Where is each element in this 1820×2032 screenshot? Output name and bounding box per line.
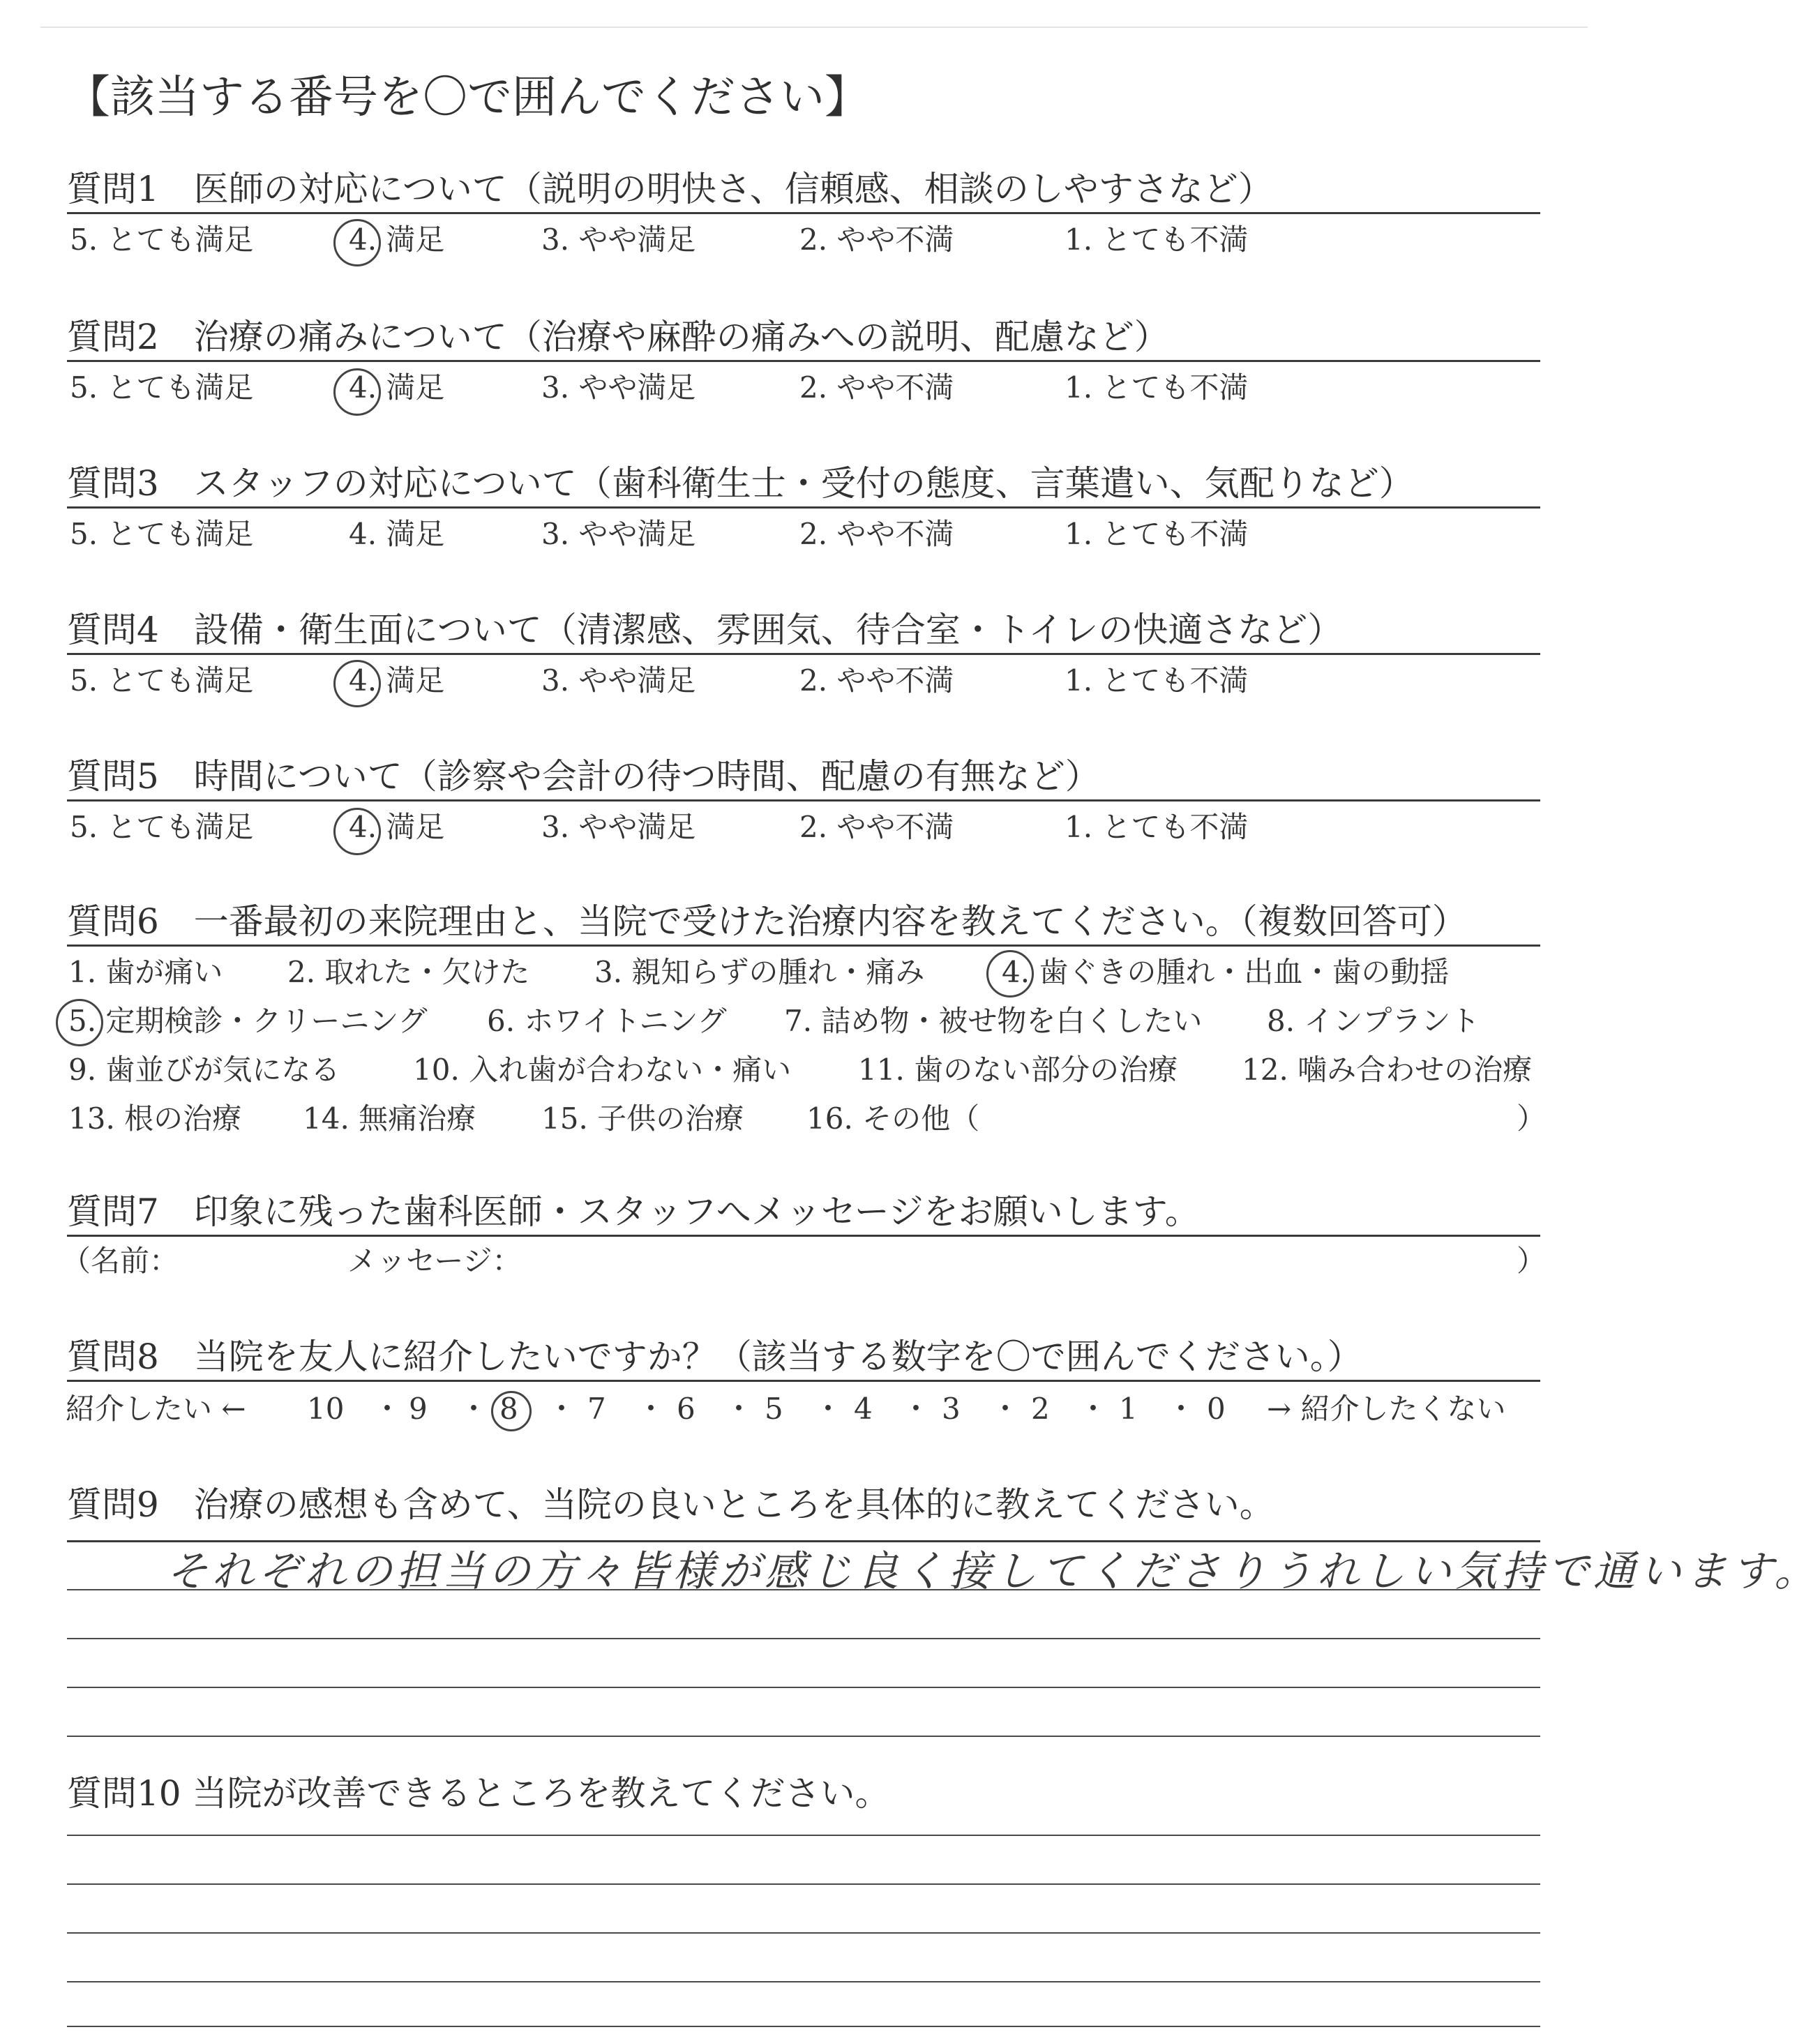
q6-option-16[interactable]: 16. その他（ xyxy=(806,1101,980,1136)
q6-option-13[interactable]: 13. 根の治療 xyxy=(68,1101,242,1136)
question-8-title: 質問8 当院を友人に紹介したいですか？（該当する数字を〇で囲んでください。） xyxy=(67,1337,1362,1377)
q8-scale-0[interactable]: 0 xyxy=(1207,1392,1226,1426)
q2-selected-circle xyxy=(333,368,381,416)
question-4-rule xyxy=(67,653,1540,655)
q6-option-10[interactable]: 10. 入れ歯が合わない・痛い xyxy=(413,1053,792,1087)
q1-option-5[interactable]: 5. とても満足 xyxy=(70,223,254,257)
q2-option-5[interactable]: 5. とても満足 xyxy=(70,370,254,405)
q6-option-7[interactable]: 7. 詰め物・被せ物を白くしたい xyxy=(784,1004,1203,1038)
q6-option-1[interactable]: 1. 歯が痛い xyxy=(68,955,223,989)
q5-option-3[interactable]: 3. やや満足 xyxy=(541,810,696,844)
q8-scale-7[interactable]: 7 xyxy=(587,1392,606,1426)
q8-separator: ・ xyxy=(813,1392,843,1426)
q8-scale-9[interactable]: 9 xyxy=(409,1392,428,1426)
q6-other-close: ） xyxy=(1517,1101,1547,1136)
q1-option-1[interactable]: 1. とても不満 xyxy=(1065,223,1249,257)
q4-option-5[interactable]: 5. とても満足 xyxy=(70,663,254,698)
q1-selected-circle xyxy=(333,219,381,266)
q8-scale-5[interactable]: 5 xyxy=(765,1392,783,1426)
q6-option-5[interactable]: 5. 定期検診・クリーニング xyxy=(68,1004,428,1038)
question-4-title: 質問4 設備・衛生面について（清潔感、雰囲気、待合室・トイレの快適さなど） xyxy=(67,610,1343,650)
q9-writing-line xyxy=(67,1589,1540,1590)
q8-separator: ・ xyxy=(459,1392,489,1426)
q2-option-2[interactable]: 2. やや不満 xyxy=(799,370,954,405)
q6-option-14[interactable]: 14. 無痛治療 xyxy=(303,1101,476,1136)
question-2-title: 質問2 治療の痛みについて（治療や麻酔の痛みへの説明、配慮など） xyxy=(67,317,1169,357)
q1-option-4[interactable]: 4. 満足 xyxy=(349,223,445,257)
q10-writing-line[interactable] xyxy=(67,1932,1540,1934)
q7-close: ） xyxy=(1517,1244,1547,1278)
q10-writing-line[interactable] xyxy=(67,2026,1540,2027)
q8-left-label: 紹介したい ← xyxy=(66,1392,246,1426)
q6-option-12[interactable]: 12. 噛み合わせの治療 xyxy=(1242,1053,1533,1087)
q5-option-4[interactable]: 4. 満足 xyxy=(349,810,445,844)
q8-right-label: → 紹介したくない xyxy=(1267,1392,1506,1426)
q5-option-1[interactable]: 1. とても不満 xyxy=(1065,810,1249,844)
q8-scale-8[interactable]: 8 xyxy=(499,1392,518,1426)
q8-separator: ・ xyxy=(1078,1392,1108,1426)
question-10-title: 質問10 当院が改善できるところを教えてください。 xyxy=(67,1773,890,1814)
q6-option-6[interactable]: 6. ホワイトニング xyxy=(487,1004,727,1038)
q8-separator: ・ xyxy=(991,1392,1021,1426)
q10-writing-line[interactable] xyxy=(67,1883,1540,1885)
question-1-title: 質問1 医師の対応について（説明の明快さ、信頼感、相談のしやすさなど） xyxy=(67,169,1273,209)
question-5-title: 質問5 時間について（診察や会計の待つ時間、配慮の有無など） xyxy=(67,756,1100,797)
q1-option-3[interactable]: 3. やや満足 xyxy=(541,223,696,257)
q8-separator: ・ xyxy=(373,1392,403,1426)
q10-writing-line[interactable] xyxy=(67,1835,1540,1836)
q8-scale-6[interactable]: 6 xyxy=(677,1392,695,1426)
q6-selected-circle-4 xyxy=(986,950,1034,998)
q8-separator: ・ xyxy=(636,1392,666,1426)
q8-separator: ・ xyxy=(1166,1392,1196,1426)
q4-option-1[interactable]: 1. とても不満 xyxy=(1065,663,1249,698)
question-9-title: 質問9 治療の感想も含めて、当院の良いところを具体的に教えてください。 xyxy=(67,1484,1274,1525)
q8-scale-4[interactable]: 4 xyxy=(854,1392,873,1426)
page-heading: 【該当する番号を〇で囲んでください】 xyxy=(66,72,869,123)
q2-option-1[interactable]: 1. とても不満 xyxy=(1065,370,1249,405)
question-9-rule xyxy=(67,1540,1540,1542)
q1-option-2[interactable]: 2. やや不満 xyxy=(799,223,954,257)
q4-option-3[interactable]: 3. やや満足 xyxy=(541,663,696,698)
q6-option-4[interactable]: 4. 歯ぐきの腫れ・出血・歯の動揺 xyxy=(1002,955,1450,989)
q8-separator: ・ xyxy=(547,1392,577,1426)
q6-option-3[interactable]: 3. 親知らずの腫れ・痛み xyxy=(594,955,925,989)
q9-writing-line xyxy=(67,1687,1540,1688)
question-2-rule xyxy=(67,360,1540,362)
q4-option-4[interactable]: 4. 満足 xyxy=(349,663,445,698)
q5-option-5[interactable]: 5. とても満足 xyxy=(70,810,254,844)
q6-option-2[interactable]: 2. 取れた・欠けた xyxy=(287,955,530,989)
question-6-rule xyxy=(67,944,1540,947)
q9-writing-line xyxy=(67,1736,1540,1737)
q9-handwritten-answer[interactable]: それぞれの担当の方々皆様が感じ良く接してくださりうれしい気持で通います。 xyxy=(166,1547,1820,1596)
q7-name-label: （名前： xyxy=(61,1244,179,1278)
q5-option-2[interactable]: 2. やや不満 xyxy=(799,810,954,844)
question-3-rule xyxy=(67,506,1540,509)
question-6-title: 質問6 一番最初の来院理由と、当院で受けた治療内容を教えてください。（複数回答可） xyxy=(67,901,1467,942)
q6-option-8[interactable]: 8. インプラント xyxy=(1267,1004,1480,1038)
q6-option-9[interactable]: 9. 歯並びが気になる xyxy=(68,1053,340,1087)
q8-scale-2[interactable]: 2 xyxy=(1031,1392,1050,1426)
question-8-rule xyxy=(67,1380,1540,1382)
q3-option-3[interactable]: 3. やや満足 xyxy=(541,517,696,551)
q2-option-4[interactable]: 4. 満足 xyxy=(349,370,445,405)
question-7-rule xyxy=(67,1235,1540,1237)
q3-option-4[interactable]: 4. 満足 xyxy=(349,517,445,551)
question-5-rule xyxy=(67,799,1540,801)
question-1-rule xyxy=(67,212,1540,214)
q7-message-label: メッセージ： xyxy=(347,1244,522,1278)
q6-option-15[interactable]: 15. 子供の治療 xyxy=(541,1101,744,1136)
q8-scale-1[interactable]: 1 xyxy=(1119,1392,1138,1426)
q5-selected-circle xyxy=(333,808,381,855)
top-scan-edge xyxy=(40,27,1588,28)
q8-scale-10[interactable]: 10 xyxy=(307,1392,345,1426)
q6-option-11[interactable]: 11. 歯のない部分の治療 xyxy=(858,1053,1178,1087)
question-7-title: 質問7 印象に残った歯科医師・スタッフへメッセージをお願いします。 xyxy=(67,1191,1200,1232)
q3-option-5[interactable]: 5. とても満足 xyxy=(70,517,254,551)
q6-selected-circle-5 xyxy=(56,999,103,1046)
q8-scale-3[interactable]: 3 xyxy=(942,1392,961,1426)
q8-selected-circle xyxy=(491,1391,532,1431)
q8-separator: ・ xyxy=(901,1392,931,1426)
q3-option-1[interactable]: 1. とても不満 xyxy=(1065,517,1249,551)
question-3-title: 質問3 スタッフの対応について（歯科衛生士・受付の態度、言葉遣い、気配りなど） xyxy=(67,463,1414,504)
q4-option-2[interactable]: 2. やや不満 xyxy=(799,663,954,698)
q4-selected-circle xyxy=(333,660,381,707)
q3-option-2[interactable]: 2. やや不満 xyxy=(799,517,954,551)
q8-separator: ・ xyxy=(724,1392,754,1426)
q2-option-3[interactable]: 3. やや満足 xyxy=(541,370,696,405)
q10-writing-line[interactable] xyxy=(67,1981,1540,1982)
q9-writing-line xyxy=(67,1638,1540,1639)
